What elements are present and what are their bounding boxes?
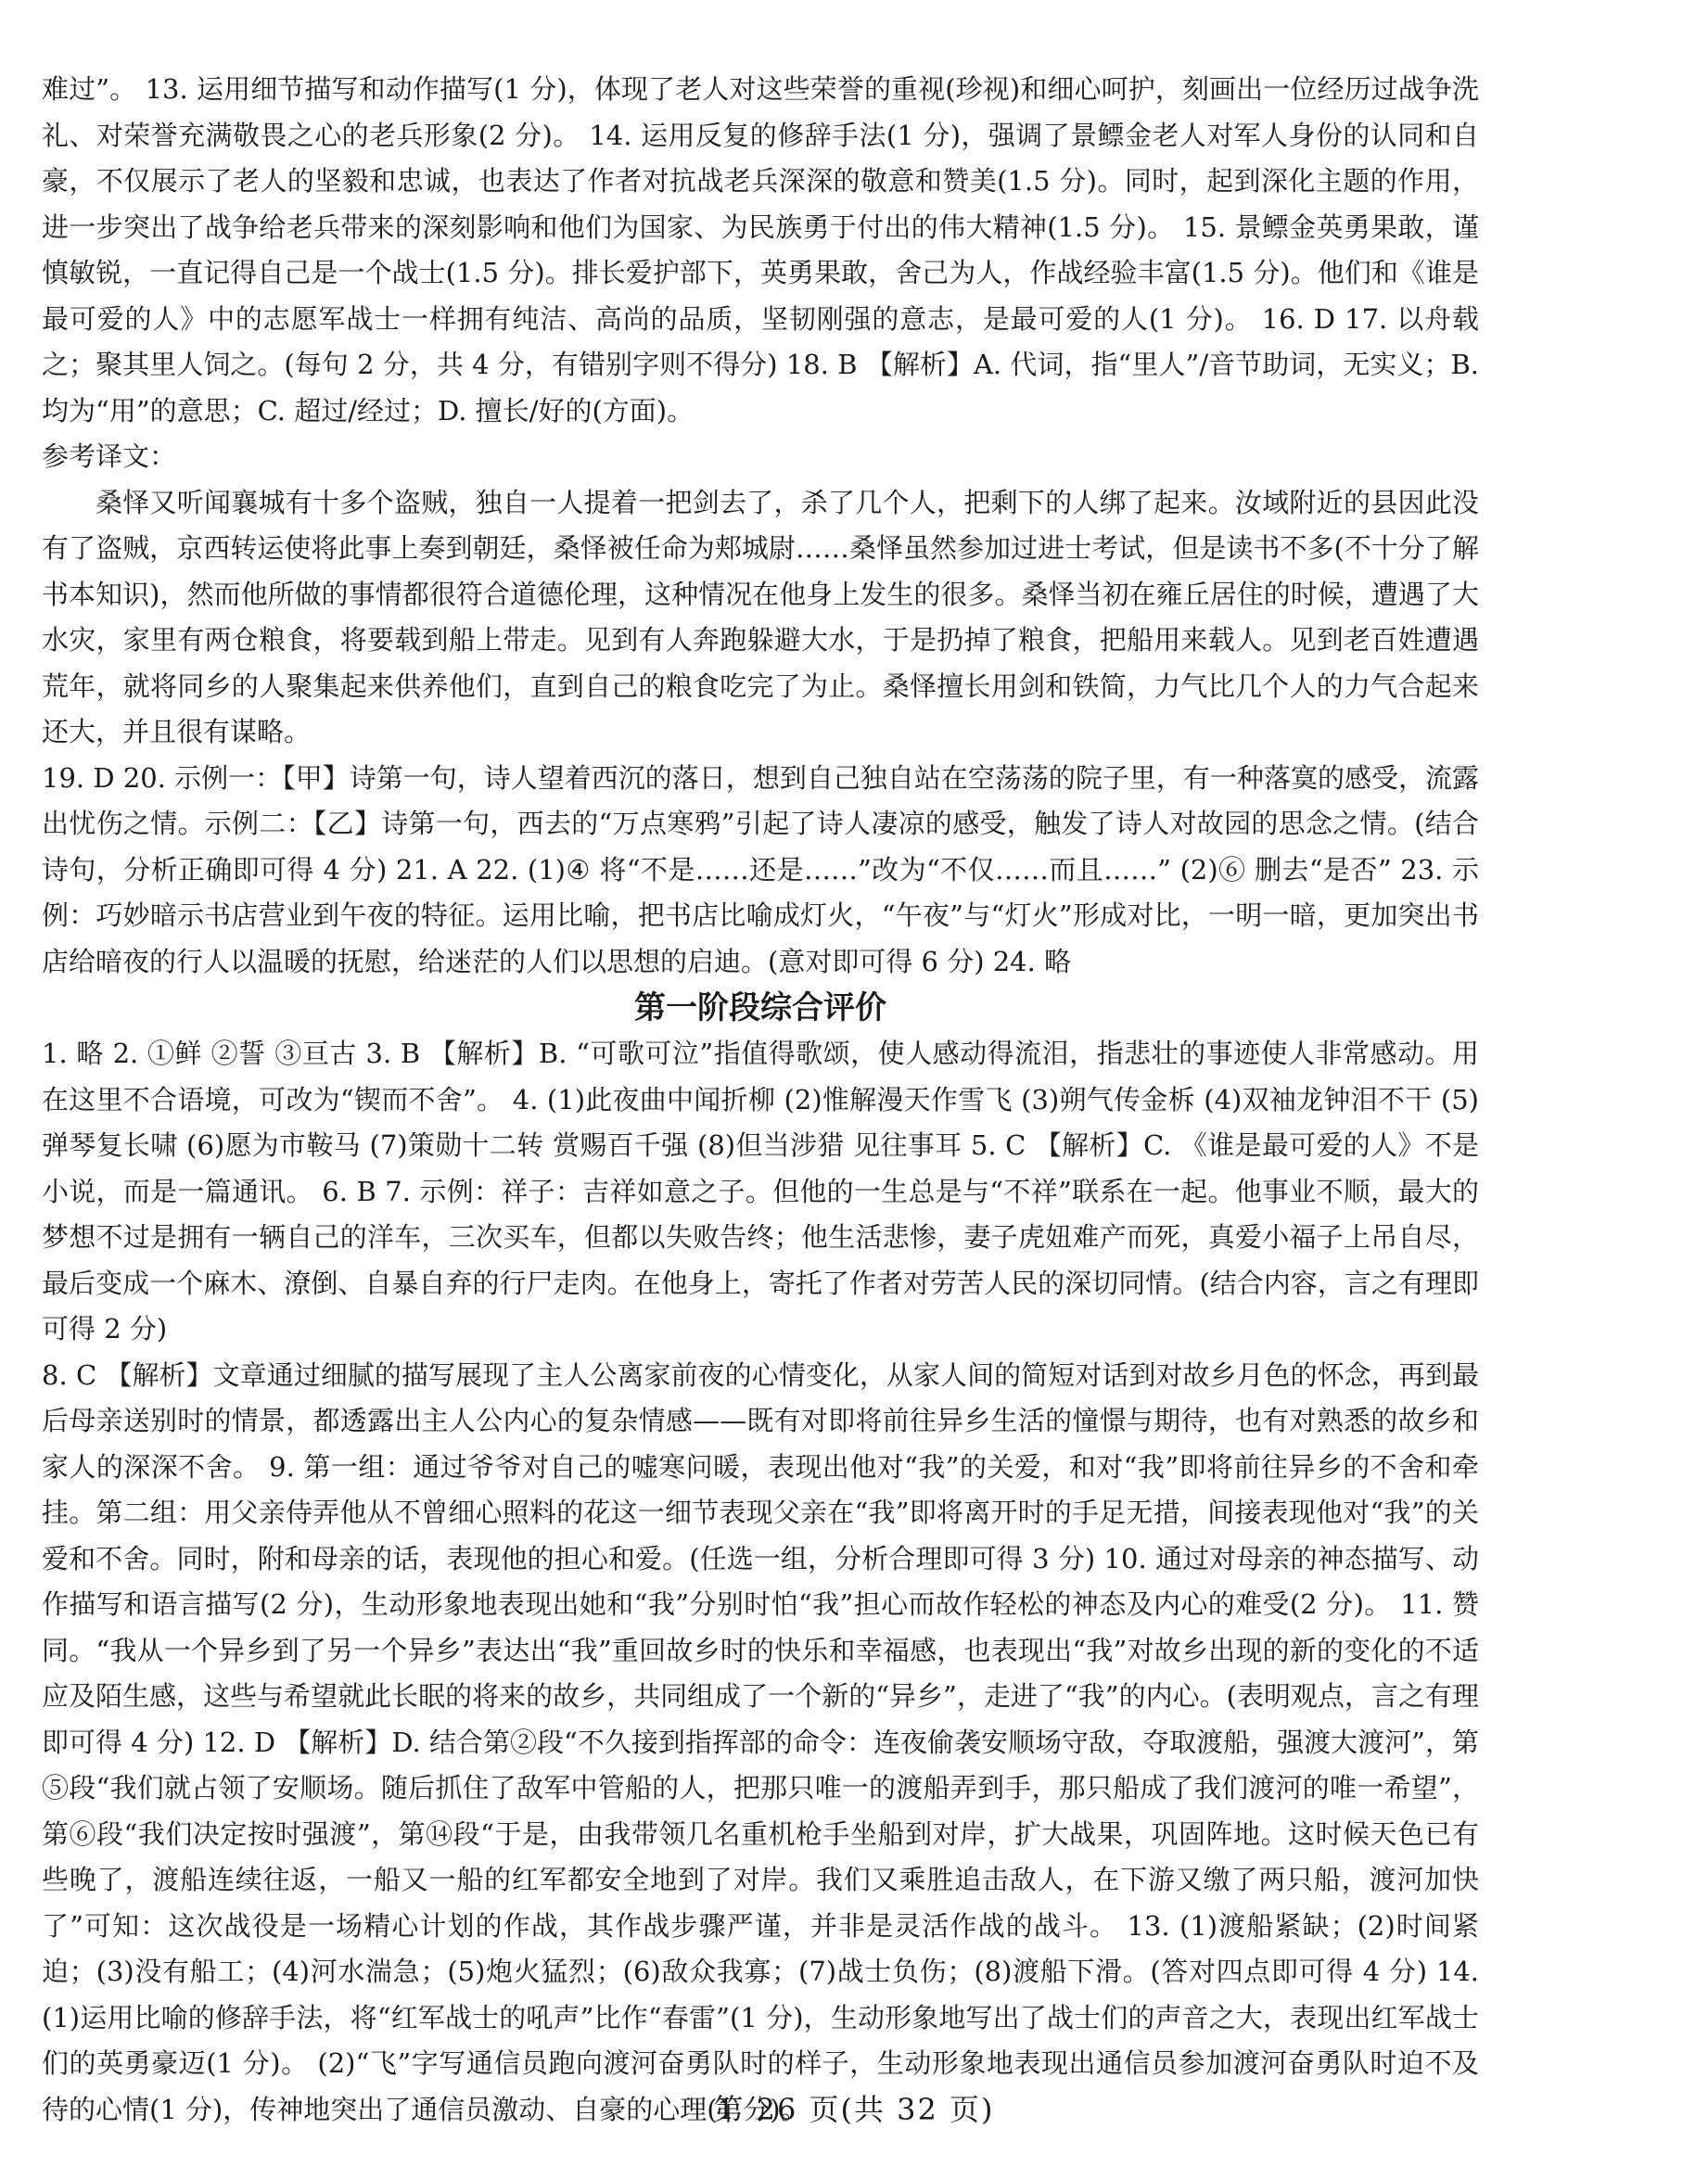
eval-paragraph-2: 8. C 【解析】文章通过细腻的描写展现了主人公离家前夜的心情变化，从家人间的简短对话到对故乡月色的怀念，再到最后母亲送别时的情景，都透露出主人公内心的复杂情感——既有对即将前往异乡生活的憧憬与期待，也有对熟悉的故乡和家人的深深不舍。 9. 第一组：通过爷爷对自己的嘘寒问暖，表现出他对“我”的关爱，和对“我”即将前往异乡的不舍和牵挂。第二组：用父亲侍弄他从不曾细心照料的花这一细节表现父亲在“我”即将离开时的手足无措，间接表现他对“我”的关爱和不舍。同时，附和母亲的话，表现他的担心和爱。(任选一组，分析合理即可得 3 分) 10. 通过对母亲的神态描写、动作描写和语言描写(2 分)，生动形象地表现出她和“我”分别时怕“我”担心而故作轻松的神态及内心的难受(2 分)。 11. 赞同。“我从一个异乡到了另一个异乡”表达出“我”重回故乡时的快乐和幸福感，也表现出“我”对故乡出现的新的变化的不适应及陌生感，这些与希望就此长眠的将来的故乡，共同组成了一个新的“异乡”，走进了“我”的内心。(表明观点，言之有理即可得 4 分) 12. D 【解析】D. 结合第②段“不久接到指挥部的命令：连夜偷袭安顺场守敌，夺取渡船，强渡大渡河”，第⑤段“我们就占领了安顺场。随后抓住了敌军中管船的人，把那只唯一的渡船弄到手，那只船成了我们渡河的唯一希望”，第⑥段“我们决定按时强渡”，第⑭段“于是，由我带领几名重机枪手坐船到对岸，扩大战果，巩固阵地。这时候天色已有些晚了，渡船连续往返，一船又一船的红军都安全地到了对岸。我们又乘胜追击敌人，在下游又缴了两只船，渡河加快了”可知：这次战役是一场精心计划的作战，其作战步骤严谨，并非是灵活作战的战斗。 13. (1)渡船紧缺；(2)时间紧迫；(3)没有船工；(4)河水湍急；(5)炮火猛烈；(6)敌众我寡；(7)战士负伤；(8)渡船下滑。(答对四点即可得 4 分) 14. (1)运用比喻的修辞手法，将“红军战士的吼声”比作“春雷”(1 分)，生动形象地写出了战士们的声音之大，表现出红军战士们的英勇豪迈(1 分)。 (2)“飞”字写通信员跑向渡河奋勇队时的样子，生动形象地表现出通信员参加渡河奋勇队时迫不及待的心情(1 分)，传神地突出了通信员激动、自豪的心理(1 分)。 — [42, 1358, 1479, 2125]
eval-paragraph-1: 1. 略 2. ①鲜 ②誓 ③亘古 3. B 【解析】B. “可歌可泣”指值得歌颂，使人感动得流泪，指悲壮的事迹使人非常感动。用在这里不合语境，可改为“锲而不舍”。 4. (1)此夜曲中闻折柳 (2)惟解漫天作雪飞 (3)朔气传金柝 (4)双袖龙钟泪不干 (5)弹琴复长啸 (6)愿为市鞍马 (7)策勋十二转 赏赐百千强 (8)但当涉猎 见往事耳 5. C 【解析】C. 《谁是最可爱的人》不是小说，而是一篇通讯。 6. B 7. 示例：祥子：吉祥如意之子。但他的一生总是与“不祥”联系在一起。他事业不顺，最大的梦想不过是拥有一辆自己的洋车，三次买车，但都以失败告终；他生活悲惨，妻子虎妞难产而死，真爱小福子上吊自尽，最后变成一个麻木、潦倒、自暴自弃的行尸走肉。在他身上，寄托了作者对劳苦人民的深切同情。(结合内容，言之有理即可得 2 分) — [42, 1038, 1479, 1345]
answer-paragraph-2: 19. D 20. 示例一：【甲】诗第一句，诗人望着西沉的落日，想到自己独自站在空荡荡的院子里，有一种落寞的感受，流露出忧伤之情。示例二：【乙】诗第一句，西去的“万点寒鸦”引起了诗人凄凉的感受，触发了诗人对故园的思念之情。(结合诗句，分析正确即可得 4 分) 21. A 22. (1)④ 将“不是……还是……”改为“不仅……而且……” (2)⑥ 删去“是否” 23. 示例：巧妙暗示书店营业到午夜的特征。运用比喻，把书店比喻成灯火，“午夜”与“灯火”形成对比，一明一暗，更加突出书店给暗夜的行人以温暖的抚慰，给迷茫的人们以思想的启迪。(意对即可得 6 分) 24. 略 — [42, 761, 1479, 977]
translation-text: 桑怿又听闻襄城有十多个盗贼，独自一人提着一把剑去了，杀了几个人，把剩下的人绑了起来。汝域附近的县因此没有了盗贼，京西转运使将此事上奏到朝廷，桑怿被任命为郏城尉……桑怿虽然参加过进士考试，但是读书不多(不十分了解书本知识)，然而他所做的事情都很符合道德伦理，这种情况在他身上发生的很多。桑怿当初在雍丘居住的时候，遭遇了大水灾，家里有两仓粮食，将要载到船上带走。见到有人奔跑躲避大水，于是扔掉了粮食，把船用来载人。见到老百姓遭遇荒年，就将同乡的人聚集起来供养他们，直到自己的粮食吃完了为止。桑怿擅长用剑和铁简，力气比几个人的力气合起来还大，并且很有谋略。 — [42, 486, 1479, 747]
page-number: 第 26 页(共 32 页) — [713, 2092, 995, 2127]
answer-page — [42, 67, 1479, 2133]
section-title: 第一阶段综合评价 — [634, 989, 886, 1026]
translation-label: 参考译文： — [42, 440, 177, 472]
answer-paragraph-1: 难过”。 13. 运用细节描写和动作描写(1 分)，体现了老人对这些荣誉的重视(珍视)和细心呵护，刻画出一位经历过战争洗礼、对荣誉充满敬畏之心的老兵形象(2 分)。 14. 运用反复的修辞手法(1 分)，强调了景鳔金老人对军人身份的认同和自豪，不仅展示了老人的坚毅和忠诚，也表达了作者对抗战老兵深深的敬意和赞美(1.5 分)。同时，起到深化主题的作用，进一步突出了战争给老兵带来的深刻影响和他们为国家、为民族勇于付出的伟大精神(1.5 分)。 15. 景鳔金英勇果敢，谨慎敏锐，一直记得自己是一个战士(1.5 分)。排长爱护部下，英勇果敢，舍己为人，作战经验丰富(1.5 分)。他们和《谁是最可爱的人》中的志愿军战士一样拥有纯洁、高尚的品质，坚韧刚强的意志，是最可爱的人(1 分)。 16. D 17. 以舟载之；聚其里人饲之。(每句 2 分，共 4 分，有错别字则不得分) 18. B 【解析】A. 代词，指“里人”/音节助词，无实义；B. 均为“用”的意思；C. 超过/经过；D. 擅长/好的(方面)。 — [42, 73, 1479, 427]
